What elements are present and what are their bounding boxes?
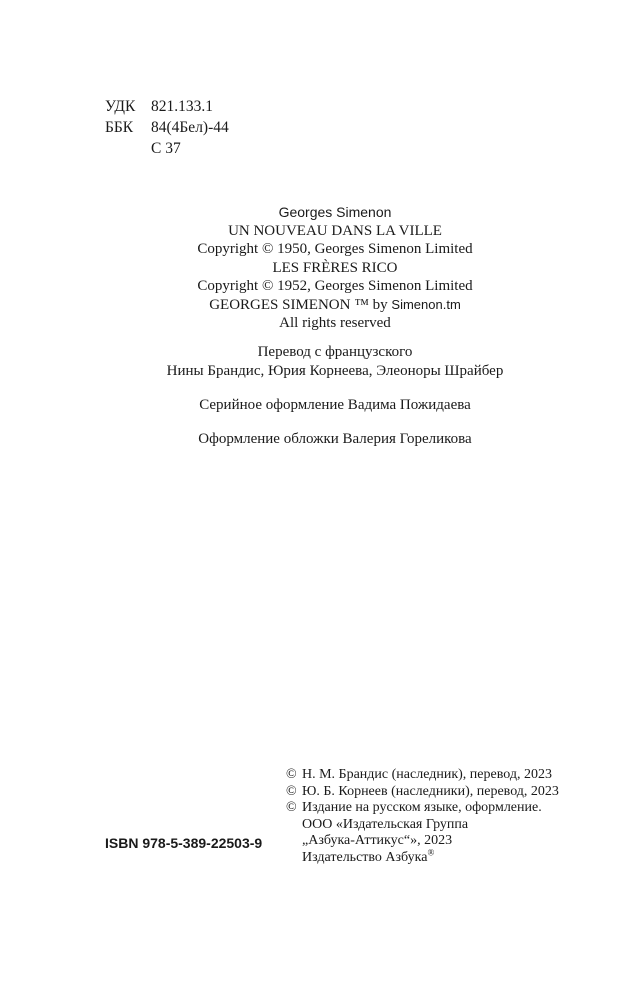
author-mark-row (105, 138, 229, 159)
publisher-line (286, 846, 559, 867)
copyright-line-2: Copyright © 1952, Georges Simenon Limited (197, 278, 473, 294)
classification-block (105, 96, 229, 159)
copyright-line-1: Copyright © 1950, Georges Simenon Limited (197, 241, 473, 257)
simenon-logo-icon: Simenon.tm (391, 296, 461, 312)
isbn: ISBN 978-5-389-22503-9 (105, 835, 263, 851)
original-title-2: LES FRÈRES RICO (272, 259, 398, 276)
original-title-1: UN NOUVEAU DANS LA VILLE (228, 222, 442, 239)
translation-from: Перевод с французского (257, 344, 413, 360)
author-mark: С 37 (151, 140, 181, 157)
trademark-line (105, 296, 565, 315)
series-design: Серийное оформление Вадима Пожидаева (199, 397, 471, 413)
udk-value: 821.133.1 (151, 98, 213, 115)
copyrights-block (286, 767, 559, 866)
bbk-row (105, 117, 229, 138)
rights-block (105, 203, 565, 333)
copyright-text-3: Издание на русском языке, оформление. (302, 800, 542, 815)
trademark-prefix: GEORGES SIMENON ™ by (209, 296, 388, 313)
copyright-text-5: „Азбука-Аттикус“», 2023 (302, 833, 453, 848)
translators: Нины Брандис, Юрия Корнеева, Элеоноры Шрайбер (166, 362, 504, 379)
copyright-text-4: ООО «Издательская Группа (302, 816, 469, 832)
translation-block (105, 343, 565, 380)
cover-design-credit (105, 430, 565, 449)
cover-design: Оформление обложки Валерия Гореликова (198, 431, 472, 447)
publisher-name: Издательство Азбука (302, 849, 428, 865)
bbk-value: 84(4Бел)-44 (151, 119, 229, 136)
udk-code: УДК (105, 98, 136, 115)
original-author: Georges Simenon (278, 204, 392, 220)
copyright-text-1: Н. М. Брандис (наследник), перевод, 2023 (302, 767, 552, 782)
copyright-entry-1 (286, 767, 559, 784)
registered-icon: ® (427, 846, 435, 857)
copyright-icon: © (286, 767, 297, 782)
all-rights-reserved: All rights reserved (279, 315, 391, 331)
copyright-icon: © (286, 800, 297, 815)
copyright-text-2: Ю. Б. Корнеев (наследники), перевод, 2023 (302, 783, 559, 799)
copyright-icon: © (286, 783, 297, 799)
copyright-entry-2 (286, 784, 559, 801)
copyright-entry-3 (286, 800, 559, 817)
udk-row (105, 96, 229, 117)
bbk-code: ББК (105, 119, 134, 136)
series-design-credit (105, 396, 565, 415)
